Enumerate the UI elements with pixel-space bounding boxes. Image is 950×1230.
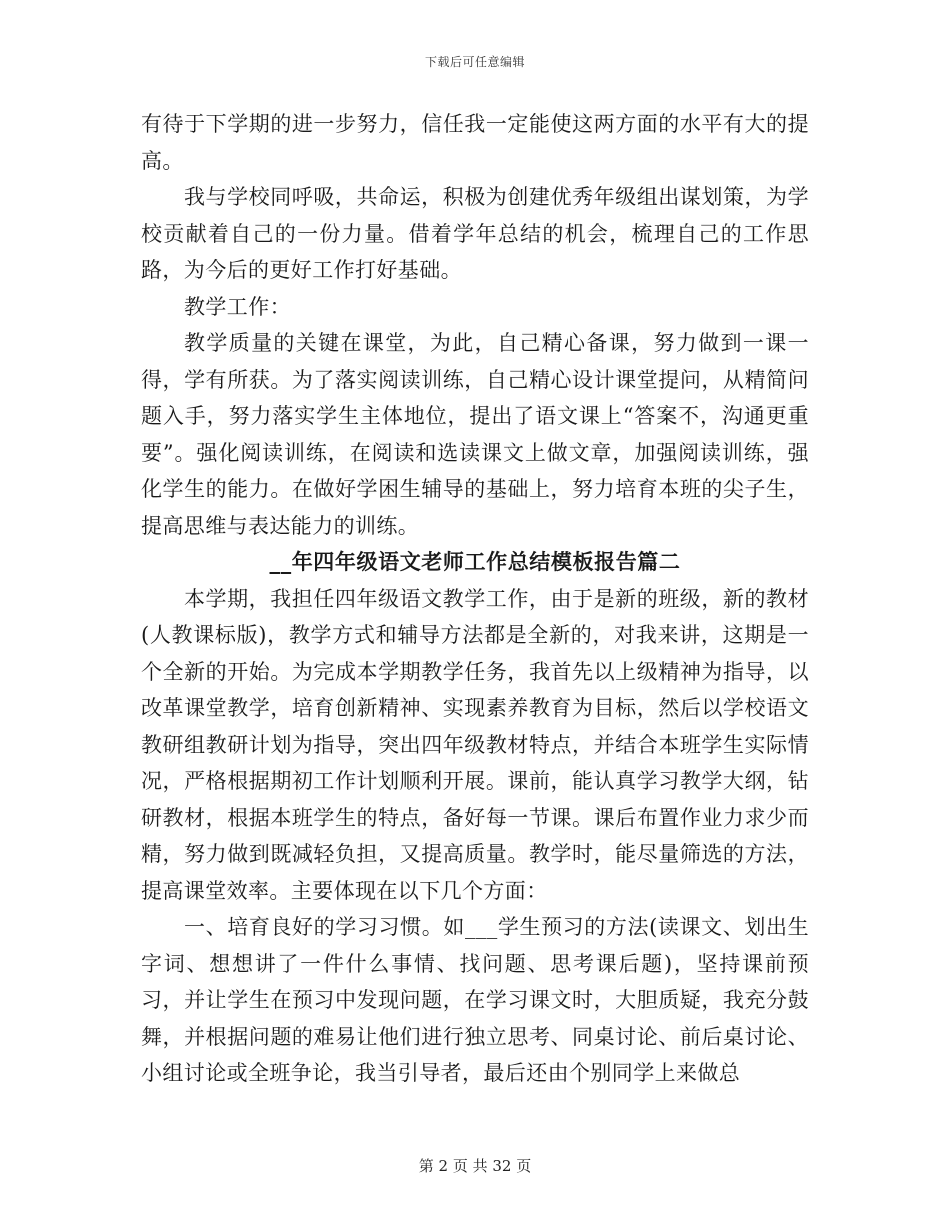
paragraph: 本学期，我担任四年级语文教学工作，由于是新的班级，新的教材(人教课标版)，教学方式和辅导方法都是全新的，对我来讲，这期是一个全新的开始。为完成本学期教学任务，我首先以上级精神为指导，以改革课堂教学，培育创新精神、实现素养教育为目标，然后以学校语文教研组教研计划为指导，突出四年级教材特点，并结合本班学生实际情况，严格根据期初工作计划顺利开展。课前，能认真学习教学大纲，钻研教材，根据本班学生的特点，备好每一节课。课后布置作业力求少而精，努力做到既减轻负担，又提高质量。教学时，能尽量筛选的方法，提高课堂效率。主要体现在以下几个方面： — [141, 586, 809, 903]
paragraph: 一、培育良好的学习习惯。如___学生预习的方法(读课文、划出生字词、想想讲了一件什么事情、找问题、思考课后题)，坚持课前预习，并让学生在预习中发现问题，在学习课文时，大胆质疑，我充分鼓舞，并根据问题的难易让他们进行独立思考、同桌讨论、前后桌讨论、小组讨论或全班争论，我当引导者，最后还由个别同学上来做总 — [141, 915, 809, 1085]
paragraph: 我与学校同呼吸，共命运，积极为创建优秀年级组出谋划策，为学校贡献着自己的一份力量。借着学年总结的机会，梳理自己的工作思路，为今后的更好工作打好基础。 — [141, 185, 809, 282]
section-title: __年四年级语文老师工作总结模板报告篇二 — [269, 549, 681, 574]
page-number: 第 2 页 共 32 页 — [418, 1157, 532, 1175]
document-body — [141, 106, 809, 1092]
header-note: 下载后可任意编辑 — [424, 55, 525, 69]
paragraph: 教学质量的关键在课堂，为此，自己精心备课，努力做到一课一得，学有所获。为了落实阅读训练，自己精心设计课堂提问，从精简问题入手，努力落实学生主体地位，提出了语文课上“答案不，沟通更重要”。强化阅读训练，在阅读和选读课文上做文章，加强阅读训练，强化学生的能力。在做好学困生辅导的基础上，努力培育本班的尖子生，提高思维与表达能力的训练。 — [141, 331, 809, 538]
paragraph-heading: 教学工作： — [184, 294, 291, 319]
paragraph-continuation: 有待于下学期的进一步努力，信任我一定能使这两方面的水平有大的提高。 — [141, 112, 809, 173]
